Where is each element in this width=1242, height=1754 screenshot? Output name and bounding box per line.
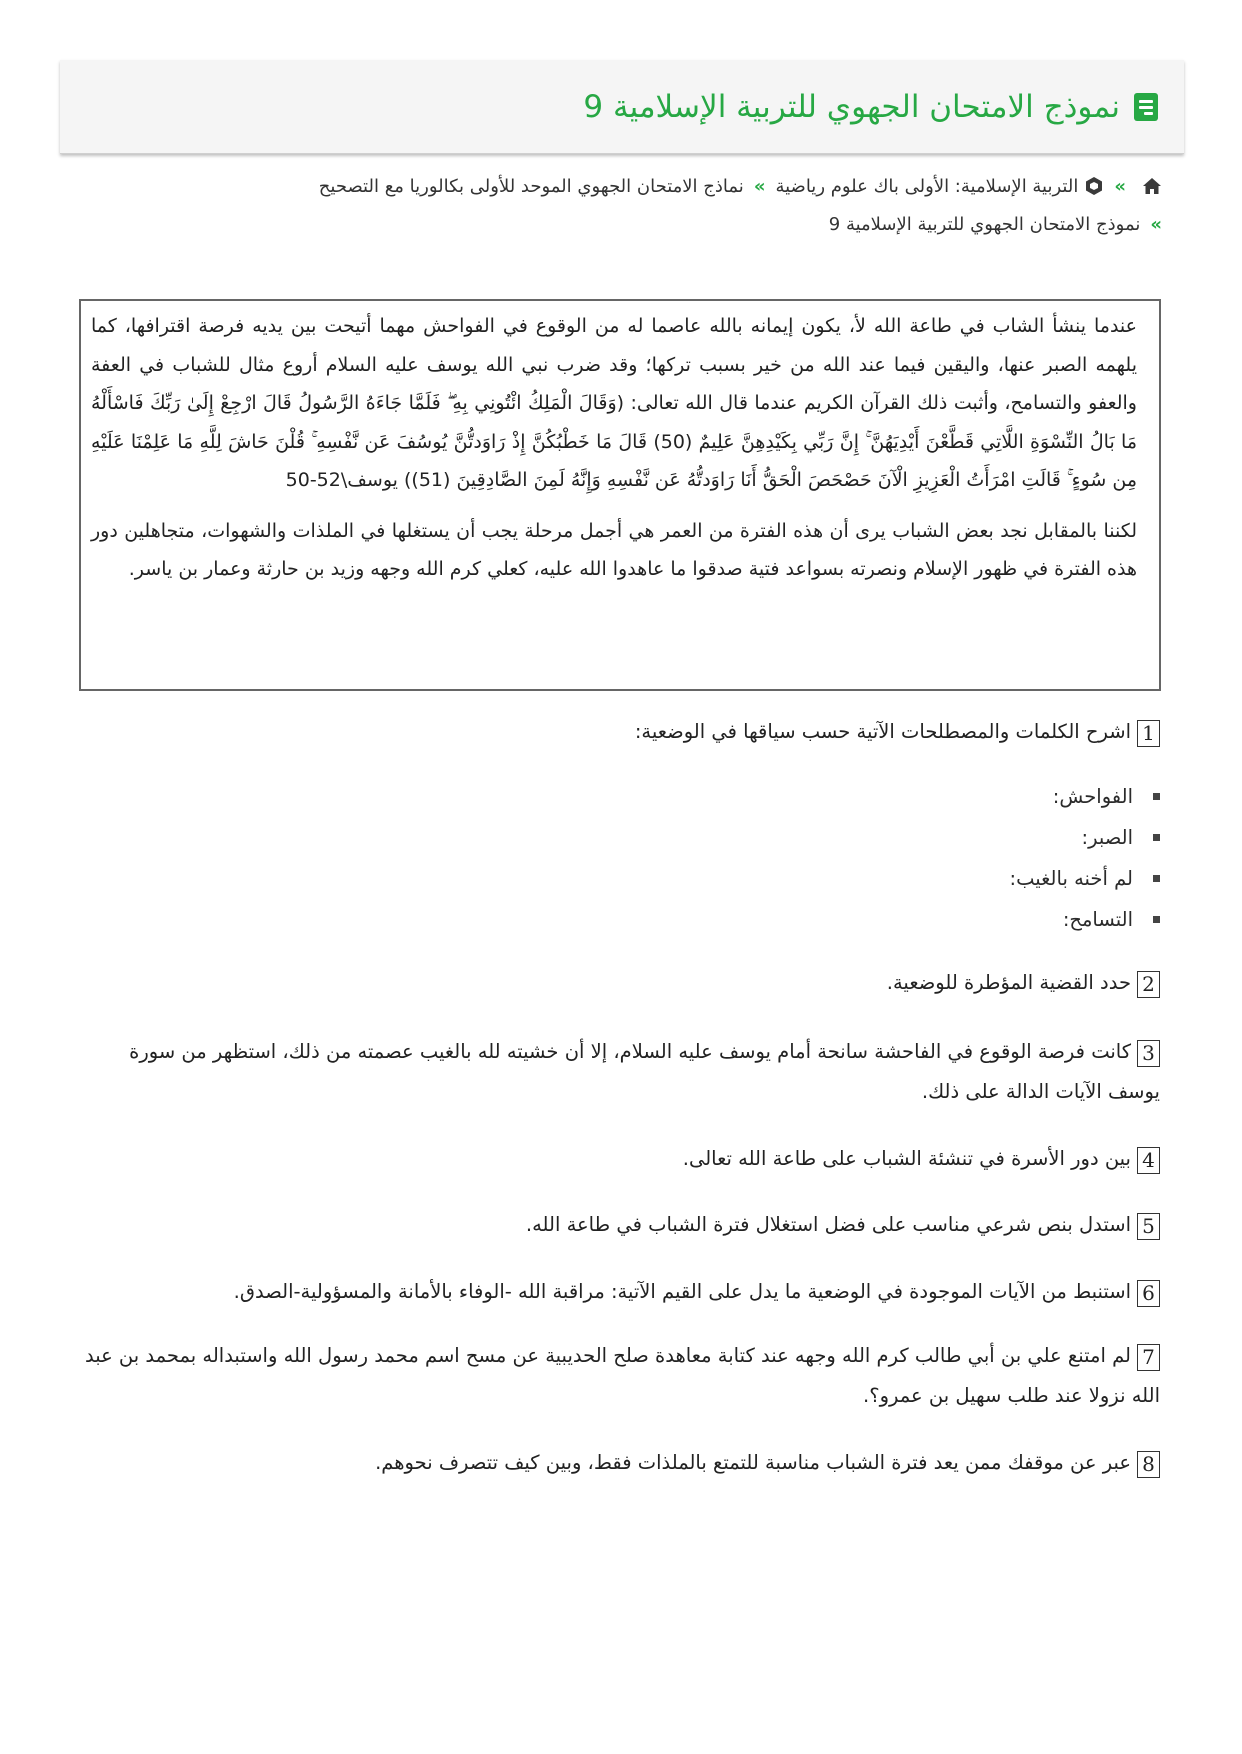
question-8 bbox=[82, 1443, 1160, 1483]
page-title: نموذج الامتحان الجهوي للتربية الإسلامية 9 bbox=[583, 88, 1120, 125]
document-icon bbox=[1134, 93, 1158, 121]
breadcrumb-current: نموذج الامتحان الجهوي للتربية الإسلامية 9 bbox=[828, 214, 1141, 235]
list-item: لم أخنه بالغيب: bbox=[1010, 858, 1160, 899]
question-number: 1 bbox=[1137, 720, 1160, 747]
breadcrumb bbox=[60, 168, 1162, 244]
question-text: عبر عن موقفك ممن يعد فترة الشباب مناسبة للتمتع بالملذات فقط، وبين كيف تتصرف نحوهم. bbox=[375, 1451, 1131, 1474]
question-5 bbox=[82, 1205, 1160, 1245]
question-text: اشرح الكلمات والمصطلحات الآتية حسب سياقها في الوضعية: bbox=[634, 720, 1131, 743]
list-item: الفواحش: bbox=[1010, 776, 1160, 817]
question-text: استنبط من الآيات الموجودة في الوضعية ما يدل على القيم الآتية: مراقبة الله -الوفاء بالأمانة والمسؤولية-الصدق. bbox=[233, 1280, 1131, 1303]
question-text: لم امتنع علي بن أبي طالب كرم الله وجهه عند كتابة معاهدة صلح الحديبية عن مسح اسم محمد رسول الله واستبداله بمحمد بن عبد الله نزولا عند طلب سهيل بن عمرو؟. bbox=[84, 1344, 1160, 1407]
context-paragraph: عندما ينشأ الشاب في طاعة الله لأ، يكون إيمانه بالله عاصما له من الوقوع في الفواحش مهما أتيحت بين يديه فرصة اقترافها، كما يلهمه الصبر عنها، واليقين فيما عند الله من خير بسبب تركها؛ وقد ضرب نبي الله يوسف عليه السلام أروع مثال للشباب في العفة والعفو والتسامح، وأثبت ذلك القرآن الكريم عندما قال الله تعالى: (وَقَالَ الْمَلِكُ ائْتُونِي بِهِ ۖ فَلَمَّا جَاءَهُ الرَّسُولُ قَالَ ارْجِعْ إِلَىٰ رَبِّكَ فَاسْأَلْهُ مَا بَالُ النِّسْوَةِ اللَّاتِي قَطَّعْنَ أَيْدِيَهُنَّ ۚ إِنَّ رَبِّي بِكَيْدِهِنَّ عَلِيمٌ (50) قَالَ مَا خَطْبُكُنَّ إِذْ رَاوَدتُّنَّ يُوسُفَ عَن نَّفْسِهِ ۚ قُلْنَ حَاشَ لِلَّهِ مَا عَلِمْنَا عَلَيْهِ مِن سُوءٍ ۚ قَالَتِ امْرَأَتُ الْعَزِيزِ الْآنَ حَصْحَصَ الْحَقُّ أَنَا رَاوَدتُّهُ عَن نَّفْسِهِ وَإِنَّهُ لَمِنَ الصَّادِقِينَ (51)) يوسف\52-50 bbox=[91, 315, 1137, 491]
list-item: الصبر: bbox=[1010, 817, 1160, 858]
question-number: 2 bbox=[1137, 971, 1160, 998]
question-text: كانت فرصة الوقوع في الفاحشة سانحة أمام يوسف عليه السلام، إلا أن خشيته لله بالغيب عصمته من ذلك، استظهر من سورة يوسف الآيات الدالة على ذلك. bbox=[129, 1040, 1160, 1103]
question-7 bbox=[82, 1336, 1160, 1416]
context-box bbox=[79, 299, 1161, 691]
question-3 bbox=[82, 1032, 1160, 1112]
question-6 bbox=[82, 1272, 1160, 1312]
question-number: 5 bbox=[1137, 1213, 1160, 1240]
breadcrumb-separator: » bbox=[753, 176, 766, 197]
breadcrumb-separator: » bbox=[1150, 214, 1162, 235]
question-number: 6 bbox=[1137, 1280, 1160, 1307]
terms-list bbox=[1010, 776, 1160, 940]
context-paragraph: لكننا بالمقابل نجد بعض الشباب يرى أن هذه الفترة من العمر هي أجمل مرحلة يجب أن يستغلها في الملذات والشهوات، متجاهلين دور هذه الفترة في ظهور الإسلام ونصرته بسواعد فتية صدقوا ما عاهدوا الله عليه، كعلي كرم الله وجهه وزيد بن حارثة وعمار بن ياسر. bbox=[91, 519, 1137, 580]
question-number: 3 bbox=[1137, 1040, 1160, 1067]
question-1 bbox=[82, 712, 1160, 752]
list-item: التسامح: bbox=[1010, 899, 1160, 940]
page-header bbox=[60, 60, 1184, 154]
question-text: حدد القضية المؤطرة للوضعية. bbox=[886, 971, 1131, 994]
breadcrumb-category-link[interactable]: نماذج الامتحان الجهوي الموحد للأولى بكالوريا مع التصحيح bbox=[318, 176, 744, 197]
question-4 bbox=[82, 1139, 1160, 1179]
question-number: 4 bbox=[1137, 1147, 1160, 1174]
breadcrumb-separator: » bbox=[1114, 176, 1126, 197]
question-2 bbox=[82, 963, 1160, 1003]
question-text: استدل بنص شرعي مناسب على فضل استغلال فترة الشباب في طاعة الله. bbox=[525, 1213, 1131, 1236]
question-number: 7 bbox=[1137, 1344, 1160, 1371]
question-text: بين دور الأسرة في تنشئة الشباب على طاعة الله تعالى. bbox=[682, 1147, 1131, 1170]
home-icon[interactable] bbox=[1142, 177, 1162, 195]
breadcrumb-subject-link[interactable]: التربية الإسلامية: الأولى باك علوم رياضية bbox=[775, 176, 1079, 197]
question-number: 8 bbox=[1137, 1451, 1160, 1478]
subject-icon bbox=[1084, 176, 1104, 196]
